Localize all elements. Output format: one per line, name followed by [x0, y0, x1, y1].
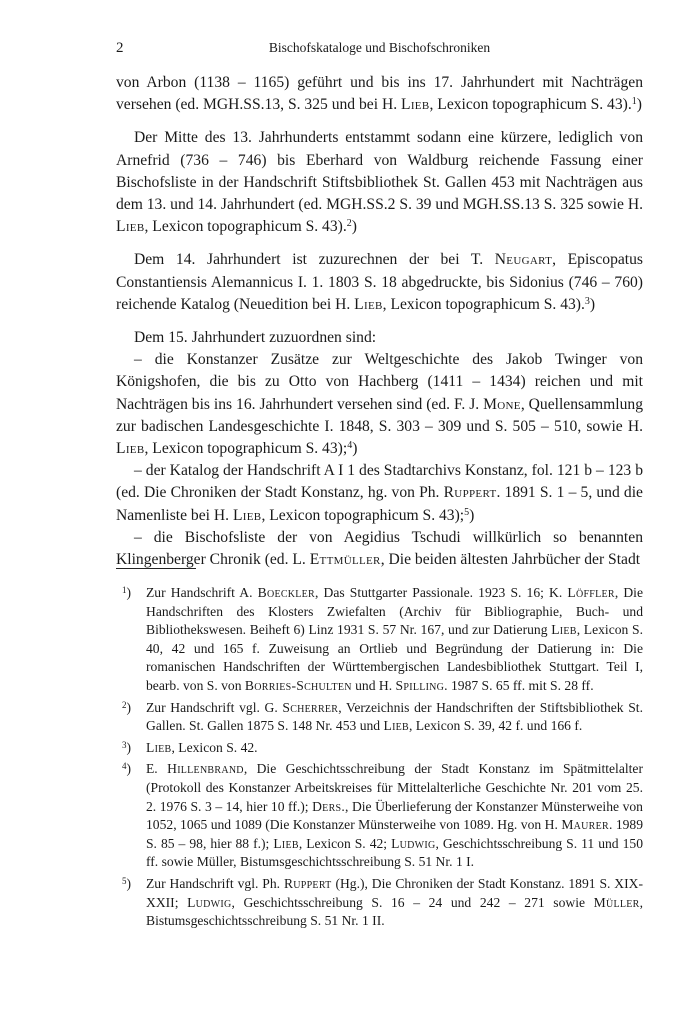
author-name: Lieb [232, 506, 262, 524]
text-run: , Die beiden ältesten Jahrbücher der Stadt [380, 551, 641, 569]
footnote-text: Lieb, Lexicon S. 42. [146, 739, 258, 755]
text-run: , Lexicon topographicum S. 43); [144, 440, 348, 458]
footnote-ref[interactable]: 4 [347, 440, 353, 452]
paragraph [116, 127, 643, 238]
footnote [116, 875, 643, 931]
text-run: von Arbon (1138 – 1165) geführt und bis ins 17. Jahrhundert mit Nachträgen versehen (ed. MGH.SS.13, S. 325 und bei H. [116, 74, 643, 114]
text-run: Der Mitte des 13. Jahrhunderts entstammt sodann eine kürzere, lediglich von Arnefrid (736 – 746) bis Eberhard von Waldburg reichende Fassung einer Bischofsliste in der Handschrift Stiftsbibliothek St. Gallen 453 mit Nachträgen aus dem 13. und 14. Jahrhundert (ed. MGH.SS.2 S. 39 und MGH.SS.13 S. 325 sowie H. [116, 129, 643, 214]
main-text [116, 72, 643, 571]
running-title: Bischofskataloge und Bischofschroniken [268, 40, 491, 55]
text-run: ) [469, 506, 475, 524]
text-run: ) [351, 218, 357, 236]
text-run: – der Katalog der Handschrift A I 1 des Stadtarchivs Konstanz, fol. 121 b – 123 b (ed. Die Chroniken der Stadt Konstanz, hg. von Ph. [116, 462, 643, 502]
footnote-mark: $^2$) [122, 699, 132, 715]
page-number: 2 [116, 40, 124, 56]
author-name: Lieb [354, 295, 383, 313]
list-item [116, 349, 643, 460]
page-header [116, 40, 643, 60]
text-run: ) [636, 96, 642, 114]
footnote [116, 739, 643, 758]
footnote-ref[interactable]: 1 [631, 96, 637, 108]
text-run: Dem 15. Jahrhundert zuzuordnen sind: [134, 329, 377, 347]
author-name: Mone [483, 395, 521, 413]
text-run: – die Bischofsliste der von Aegidius Tschudi willkürlich so benannten Klingenberger Chronik (ed. L. [116, 528, 643, 569]
text-run: , Lexicon topographicum S. 43). [144, 218, 347, 236]
text-run: , Lexicon topographicum S. 43); [261, 506, 465, 524]
text-run: ) [589, 295, 596, 313]
footnote [116, 760, 643, 872]
footnote-mark: $^3$) [122, 739, 132, 755]
author-name: Lieb [401, 96, 430, 114]
text-run: , Episcopatus Constantiensis Alemannicus I. 1. 1803 S. 18 abgedruckte, bis Sidonius (746 – 760) reichende Katalog (Neuedition bei H. [116, 251, 644, 313]
footnote-mark: $^1$) [122, 585, 132, 600]
paragraph [116, 249, 643, 316]
author-name: Lieb [116, 440, 145, 458]
footnote-text: E. Hillenbrand, Die Geschichtsschreibung der Stadt Konstanz im Spätmittelalter (Protokoll des Konstanzer Arbeitskreises für Mittelalterliche Geschichte Nr. 201 vom 25. 2. 1976 S. 3 – 14, hier 10 ff.); Ders., Die Überlieferung der Konstanzer Münsterweihe von 1052, 1065 und 1089 (Die Konstanzer Münsterweihe von 1089. Hg. von H. Maurer. 1989 S. 85 – 98, hier 88 f.); Lieb, Lexicon S. 42; Ludwig, Geschichtsschreibung S. 11 und 150 ff. sowie Müller, Bistumsgeschichtsschreibung S. 51 Nr. 1 I. [146, 761, 644, 870]
footnote-ref[interactable]: 2 [346, 218, 352, 230]
footnote-text: Zur Handschrift A. Boeckler, Das Stuttgarter Passionale. 1923 S. 16; K. Löffler, Die Handschriften des Klosters Zwiefalten (Archiv für Bibliographie, Buch- und Bibliothekswesen. Beiheft 6) Linz 1931 S. 57 Nr. 167, und zur Datierung Lieb, Lexicon S. 40, 42 und 165 f. Zuweisung an Ortlieb und Begründung der Datierung in: Die romanischen Handschriften der Württembergischen Landesbibliothek Stuttgart. Teil I, bearb. von S. von Borries-Schulten und H. Spilling. 1987 S. 65 ff. mit S. 28 ff. [146, 585, 643, 693]
footnote-ref[interactable]: 3 [584, 295, 590, 307]
text-run: ) [352, 440, 358, 458]
text-run: . 1891 S. 1 – 5, und die Namenliste bei H. [116, 484, 643, 524]
footnote-separator [116, 568, 196, 569]
text-run: , Quellensammlung zur badischen Landesgeschichte I. 1848, S. 303 – 309 und S. 505 – 510, sowie H. [116, 395, 643, 435]
author-name: Lieb [116, 218, 145, 236]
text-run: – die Konstanzer Zusätze zur Weltgeschichte des Jakob Twinger von Königshofen, die bis zu Otto von Hachberg (1411 – 1434) reichen und mit Nachträgen bis ins 16. Jahrhundert versehen sind (ed. F. J. [116, 351, 643, 413]
list-item [116, 527, 643, 571]
author-name: Neugart [494, 251, 553, 269]
footnote-text: Zur Handschrift vgl. Ph. Ruppert (Hg.), Die Chroniken der Stadt Konstanz. 1891 S. XIX-XXII; Ludwig, Geschichtsschreibung S. 16 – 24 und 242 – 271 sowie Müller, Bistumsgeschichtsschreibung S. 51 Nr. 1 II. [146, 875, 643, 929]
author-name: Ruppert [443, 484, 497, 502]
paragraph-continuation [116, 72, 643, 116]
author-name: Ettmüller [309, 551, 381, 569]
text-run: Dem 14. Jahrhundert ist zuzurechnen der bei T. [134, 251, 495, 269]
footnote-mark: $^5$) [122, 875, 132, 891]
footnote-text: Zur Handschrift vgl. G. Scherrer, Verzeichnis der Handschriften der Stiftsbibliothek St. Gallen. St. Gallen 1875 S. 148 Nr. 453 und Lieb, Lexicon S. 39, 42 f. und 166 f. [146, 699, 643, 734]
footnotes [116, 584, 643, 934]
footnote-mark: $^4$) [122, 761, 132, 777]
footnote-ref[interactable]: 5 [464, 506, 470, 518]
text-run: , Lexicon topographicum S. 43). [382, 295, 585, 313]
footnote [116, 584, 643, 696]
list-item [116, 460, 643, 527]
text-run: , Lexicon topographicum S. 43). [429, 96, 632, 114]
paragraph [116, 327, 643, 349]
footnote [116, 699, 643, 736]
